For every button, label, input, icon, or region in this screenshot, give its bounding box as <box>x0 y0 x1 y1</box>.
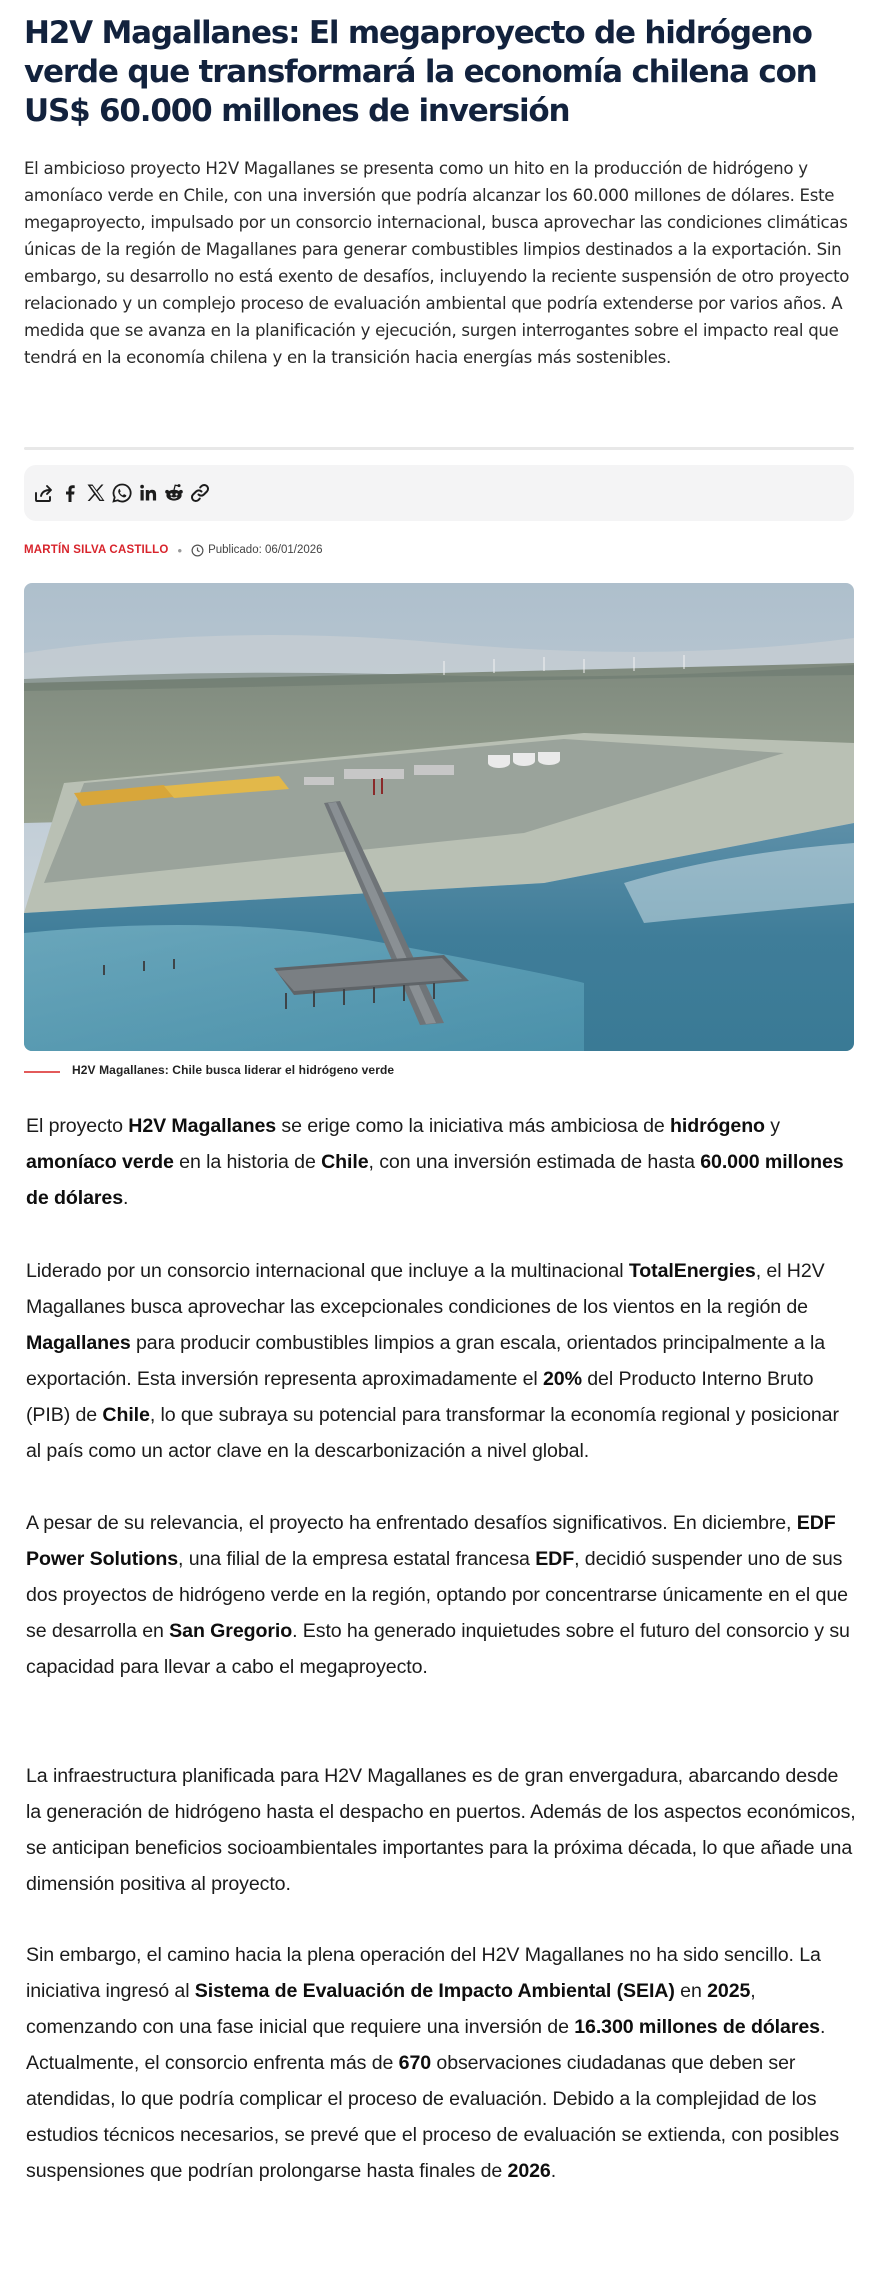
caption-accent-line <box>24 1071 60 1073</box>
image-caption: H2V Magallanes: Chile busca liderar el hidrógeno verde <box>72 1063 395 1077</box>
body-paragraph: Liderado por un consorcio internacional que incluye a la multinacional TotalEnergies, el H2V Magallanes busca aprovechar las excepcionales condiciones de los vientos en la región de Magallanes para producir combustibles limpios a gran escala, orientados principalmente a la exportación. Esta inversión representa aproximadamente el 20% del Producto Interno Bruto (PIB) de Chile, lo que subraya su potencial para transformar la economía regional y posicionar al país como un actor clave en la descarbonización a nivel global. <box>26 1260 839 1462</box>
reddit-icon[interactable] <box>160 479 188 507</box>
bold-term: 16.300 millones de dólares <box>574 2016 820 2038</box>
article-title: H2V Magallanes: El megaproyecto de hidrógeno verde que transformará la economía chilena con US$ 60.000 millones de inversión <box>24 15 817 129</box>
author-name[interactable]: MARTÍN SILVA CASTILLO <box>24 544 169 556</box>
whatsapp-icon[interactable] <box>108 479 136 507</box>
summary-divider <box>24 447 854 450</box>
bold-term: Chile <box>321 1151 369 1173</box>
bold-term: San Gregorio <box>169 1620 293 1642</box>
bold-term: 670 <box>398 2052 432 2074</box>
bold-term: H2V Magallanes <box>128 1115 277 1137</box>
bold-term: 60.000 millones de dólares <box>26 1151 844 1209</box>
bold-term: EDF Power Solutions <box>26 1512 836 1570</box>
bold-term: 2025 <box>707 1980 751 2002</box>
bold-term: EDF <box>535 1548 575 1570</box>
linkedin-icon[interactable] <box>134 479 162 507</box>
byline-separator: • <box>177 542 183 558</box>
byline <box>24 541 323 559</box>
bold-term: hidrógeno <box>670 1115 765 1137</box>
bold-term: TotalEnergies <box>628 1260 756 1282</box>
share-icon[interactable] <box>30 479 58 507</box>
article-summary: El ambicioso proyecto H2V Magallanes se presenta como un hito en la producción de hidrógeno y amoníaco verde en Chile, con una inversión que podría alcanzar los 60.000 millones de dólares. Este megaproyecto, impulsado por un consorcio internacional, busca aprovechar las condiciones climáticas únicas de la región de Magallanes para generar combustibles limpios destinados a la exportación. Sin embargo, su desarrollo no está exento de desafíos, incluyendo la reciente suspensión de otro proyecto relacionado y un complejo proceso de evaluación ambiental que podría extenderse por varios años. A medida que se avanza en la planificación y ejecución, surgen interrogantes sobre el impacto real que tendrá en la economía chilena y en la transición hacia energías más sostenibles. <box>24 159 850 367</box>
share-toolbar <box>24 465 854 521</box>
body-paragraph: A pesar de su relevancia, el proyecto ha enfrentado desafíos significativos. En diciembre, EDF Power Solutions, una filial de la empresa estatal francesa EDF, decidió suspender uno de sus dos proyectos de hidrógeno verde en la región, optando por concentrarse únicamente en el que se desarrolla en San Gregorio. Esto ha generado inquietudes sobre el futuro del consorcio y su capacidad para llevar a cabo el megaproyecto. <box>26 1512 850 1678</box>
bold-term: amoníaco verde <box>26 1151 174 1173</box>
bold-term: Chile <box>102 1404 150 1426</box>
bold-term: Magallanes <box>26 1332 131 1354</box>
clock-icon <box>191 544 204 557</box>
bold-term: 2026 <box>507 2160 551 2182</box>
facebook-icon[interactable] <box>56 479 84 507</box>
x-icon[interactable] <box>82 479 110 507</box>
link-icon[interactable] <box>186 479 214 507</box>
body-paragraph: Sin embargo, el camino hacia la plena operación del H2V Magallanes no ha sido sencillo. La iniciativa ingresó al Sistema de Evaluación de Impacto Ambiental (SEIA) en 2025, comenzando con una fase inicial que requiere una inversión de 16.300 millones de dólares. Actualmente, el consorcio enfrenta más de 670 observaciones ciudadanas que deben ser atendidas, lo que podría complicar el proceso de evaluación. Debido a la complejidad de los estudios técnicos necesarios, se prevé que el proceso de evaluación se extienda, con posibles suspensiones que podrían prolongarse hasta finales de 2026. <box>26 1944 840 2182</box>
body-paragraph: El proyecto H2V Magallanes se erige como la iniciativa más ambiciosa de hidrógeno y amoníaco verde en la historia de Chile, con una inversión estimada de hasta 60.000 millones de dólares. <box>26 1115 844 1209</box>
bold-term: Sistema de Evaluación de Impacto Ambiental (SEIA) <box>194 1980 675 2002</box>
hero-image <box>24 583 854 1051</box>
body-paragraph: La infraestructura planificada para H2V Magallanes es de gran envergadura, abarcando desde la generación de hidrógeno hasta el despacho en puertos. Además de los aspectos económicos, se anticipan beneficios socioambientales importantes para la próxima década, lo que añade una dimensión positiva al proyecto. <box>26 1765 856 1895</box>
bold-term: 20% <box>542 1368 582 1390</box>
publish-date: Publicado: 06/01/2026 <box>208 544 323 556</box>
